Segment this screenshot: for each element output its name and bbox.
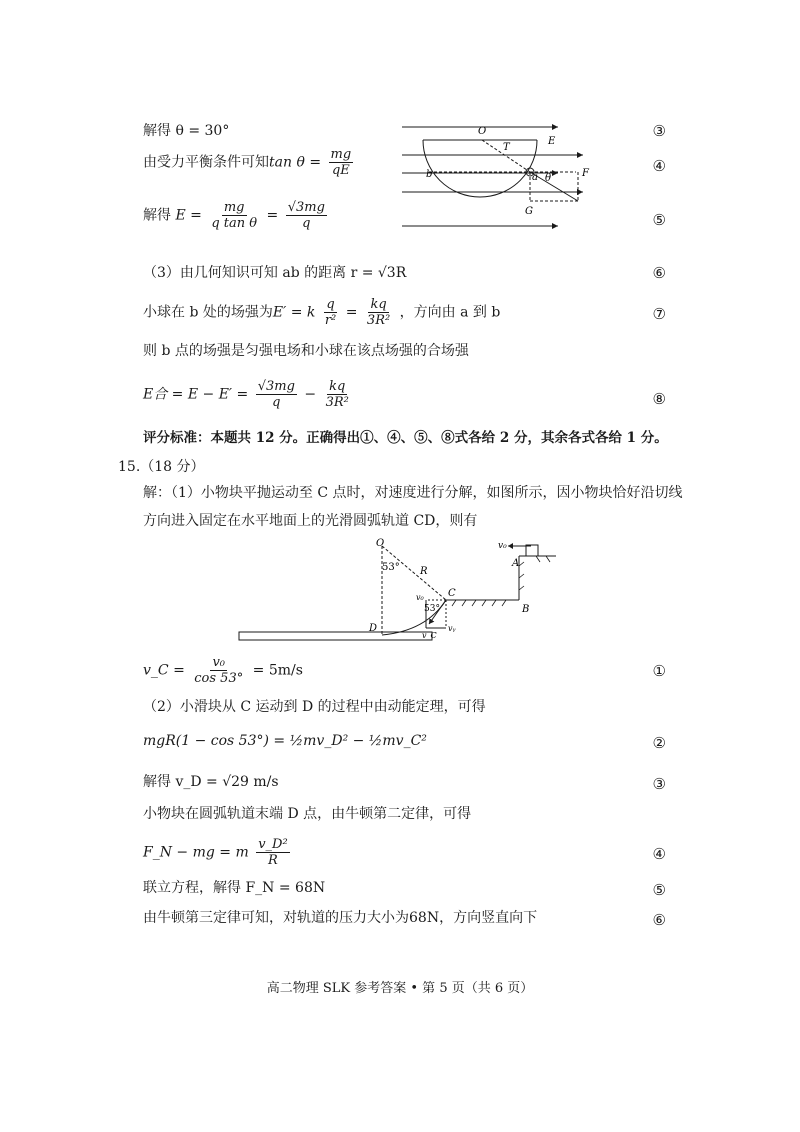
solution-line: 小物块在圆弧轨道末端 D 点，由牛顿第二定律，可得 xyxy=(143,806,472,822)
grading-standard: 评分标准：本题共 12 分。正确得出①、④、⑤、⑧式各给 2 分，其余各式各给 1 分。 xyxy=(143,430,668,446)
equation-line: E合 = E − E′ = $\frac{√3mg}{q}$ − $\frac{kq}{\text{3R²}}$ xyxy=(143,379,349,410)
label-T: T xyxy=(503,142,510,153)
solution-line: 由牛顿第三定律可知，对轨道的压力大小为68N，方向竖直向下 xyxy=(143,910,538,926)
equation-number: ④ xyxy=(652,845,666,863)
solution-line: （3）由几何知识可知 ab 的距离 r = √3R xyxy=(143,265,407,281)
label-v0-small: v₀ xyxy=(416,593,424,602)
equation-line: v_C = $\frac{\text{v₀}}{\cos 53^\circ}$ = 5m/s xyxy=(143,655,303,686)
equation-number: ④ xyxy=(652,157,666,175)
equation-line: 由受力平衡条件可知tan θ = $\frac{mg}{qE}$ xyxy=(143,147,352,178)
label-theta: θ xyxy=(545,173,552,184)
label-D: D xyxy=(369,623,378,634)
solution-line: 则 b 点的场强是匀强电场和小球在该点场强的合场强 xyxy=(143,343,469,359)
solution-line: （2）小滑块从 C 运动到 D 的过程中由动能定理，可得 xyxy=(143,699,486,715)
label-R: R xyxy=(420,566,428,577)
equation-line: F_N − mg = m $\frac{\text{v\_D²}}{R}$ xyxy=(143,837,288,868)
diagram-track xyxy=(236,536,566,646)
label-C: C xyxy=(448,588,456,599)
label-a: a xyxy=(532,172,538,183)
equation-number: ② xyxy=(652,734,666,752)
equation-number: ⑤ xyxy=(652,881,666,899)
equation-number: ③ xyxy=(652,122,666,140)
page-footer: 高二物理 SLK 参考答案 • 第 5 页（共 6 页） xyxy=(266,981,534,996)
label-F: F xyxy=(582,168,589,179)
label-vC: v_C xyxy=(422,631,437,640)
equation-number: ⑦ xyxy=(652,305,666,323)
equation-number: ⑧ xyxy=(652,390,666,408)
solution-line: 解：（1）小物块平抛运动至 C 点时，对速度进行分解，如图所示，因小物块恰好沿切线 xyxy=(143,485,683,501)
label-v0: v₀ xyxy=(498,541,507,551)
label-G: G xyxy=(525,206,533,217)
label-b: b xyxy=(426,169,433,180)
equation-number: ① xyxy=(652,662,666,680)
label-O: O xyxy=(478,126,487,137)
question-header: 15.（18 分） xyxy=(118,459,205,475)
solution-line: 方向进入固定在水平地面上的光滑圆弧轨道 CD，则有 xyxy=(143,513,478,529)
equation-number: ⑥ xyxy=(652,911,666,929)
equation-line: 解得 v_D = √29 m/s xyxy=(143,774,279,790)
label-B: B xyxy=(522,604,530,615)
label-angle-53: 53° xyxy=(382,562,400,573)
label-vy: vᵧ xyxy=(448,624,456,633)
label-angle-53b: 53° xyxy=(424,604,440,614)
equation-line: 小球在 b 处的场强为E′ = k $\frac{q}{\text{r²}}$ = $\frac{kq}{\text{3R²}}$ ，方向由 a 到 b xyxy=(143,297,501,328)
label-E: E xyxy=(548,136,556,147)
label-O: O xyxy=(376,538,385,549)
equation-line: 解得 E = $\frac{mg}{\text{q tan θ}}$ = $\frac{√3mg}{q}$ xyxy=(143,200,325,231)
label-A: A xyxy=(512,558,520,569)
equation-line: mgR(1 − cos 53°) = ½mv_D² − ½mv_C² xyxy=(143,733,427,749)
equation-line: 联立方程，解得 F_N = 68N xyxy=(143,880,326,896)
diagram-field-semicircle xyxy=(398,118,598,238)
solution-line: 解得 θ = 30° xyxy=(143,123,230,139)
equation-number: ⑤ xyxy=(652,211,666,229)
equation-number: ⑥ xyxy=(652,264,666,282)
equation-number: ③ xyxy=(652,775,666,793)
